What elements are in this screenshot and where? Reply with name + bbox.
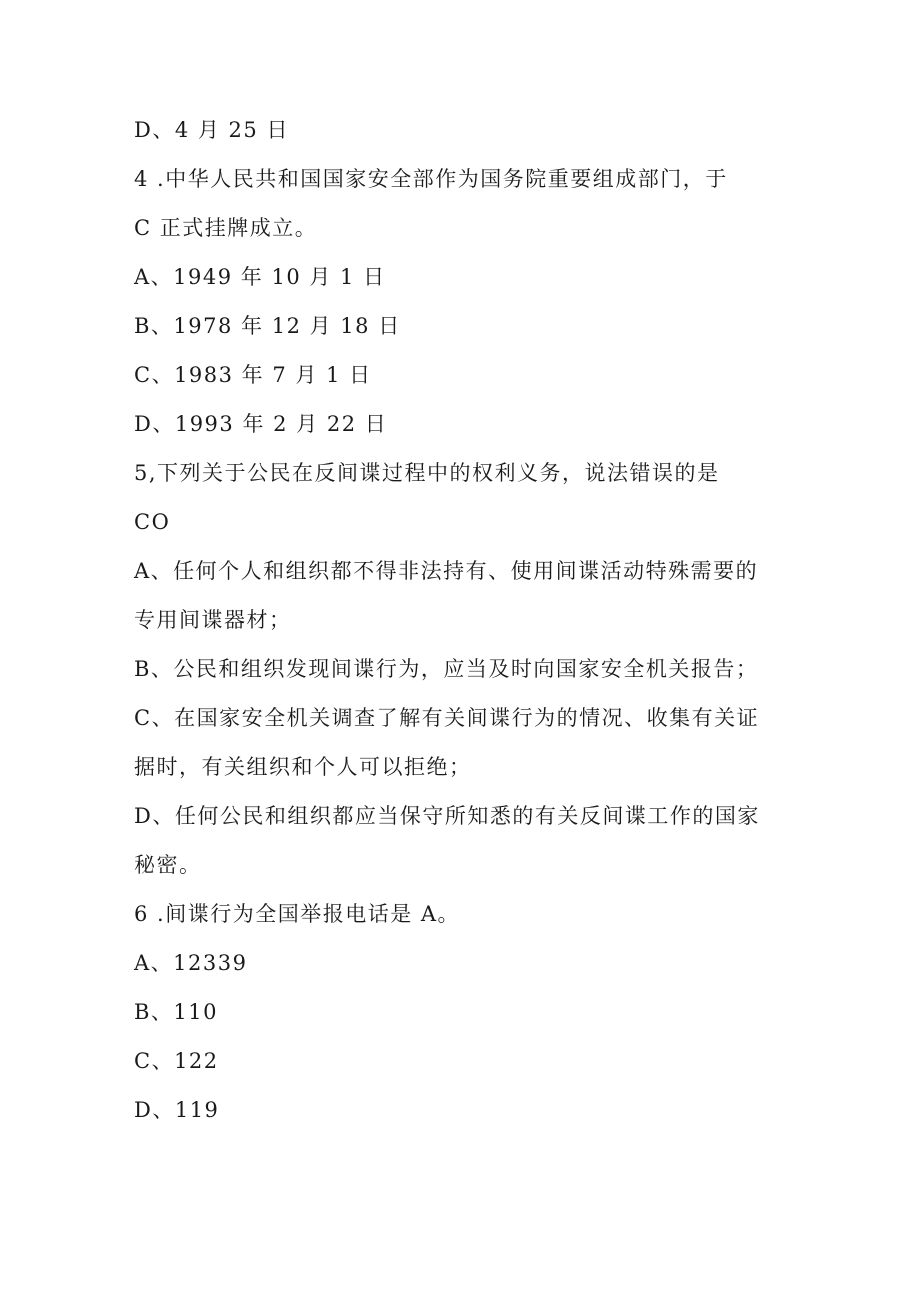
q6-option-c: C、122 [134,1049,219,1073]
q4-stem-line-2: C 正式挂牌成立。 [134,216,318,240]
q5-option-c-line-2: 据时，有关组织和个人可以拒绝； [134,755,472,779]
q4-stem-line-1: 4 .中华人民共和国国家安全部作为国务院重要组成部门，于 [134,167,728,191]
q5-stem-line-2: CO [134,510,171,534]
q3-option-d: D、4 月 25 日 [134,118,289,142]
q5-option-c-line-1: C、在国家安全机关调查了解有关间谍行为的情况、收集有关证 [134,706,760,730]
q4-option-b: B、1978 年 12 月 18 日 [134,314,401,338]
q5-option-a-line-1: A、任何个人和组织都不得非法持有、使用间谍活动特殊需要的 [134,559,759,583]
q5-option-d-line-1: D、任何公民和组织都应当保守所知悉的有关反间谍工作的国家 [134,804,760,828]
q6-option-a: A、12339 [134,951,248,975]
q5-option-a-line-2: 专用间谍器材； [134,608,292,632]
q4-option-a: A、1949 年 10 月 1 日 [134,265,386,289]
q5-option-b: B、公民和组织发现间谍行为，应当及时向国家安全机关报告； [134,657,759,681]
q4-option-c: C、1983 年 7 月 1 日 [134,363,372,387]
q6-stem: 6 .间谍行为全国举报电话是 A。 [134,902,461,926]
q6-option-d: D、119 [134,1098,220,1122]
q4-option-d: D、1993 年 2 月 22 日 [134,412,388,436]
q6-option-b: B、110 [134,1000,219,1024]
q5-option-d-line-2: 秘密。 [134,853,202,877]
q5-stem-line-1: 5,下列关于公民在反间谍过程中的权利义务，说法错误的是 [134,461,720,485]
